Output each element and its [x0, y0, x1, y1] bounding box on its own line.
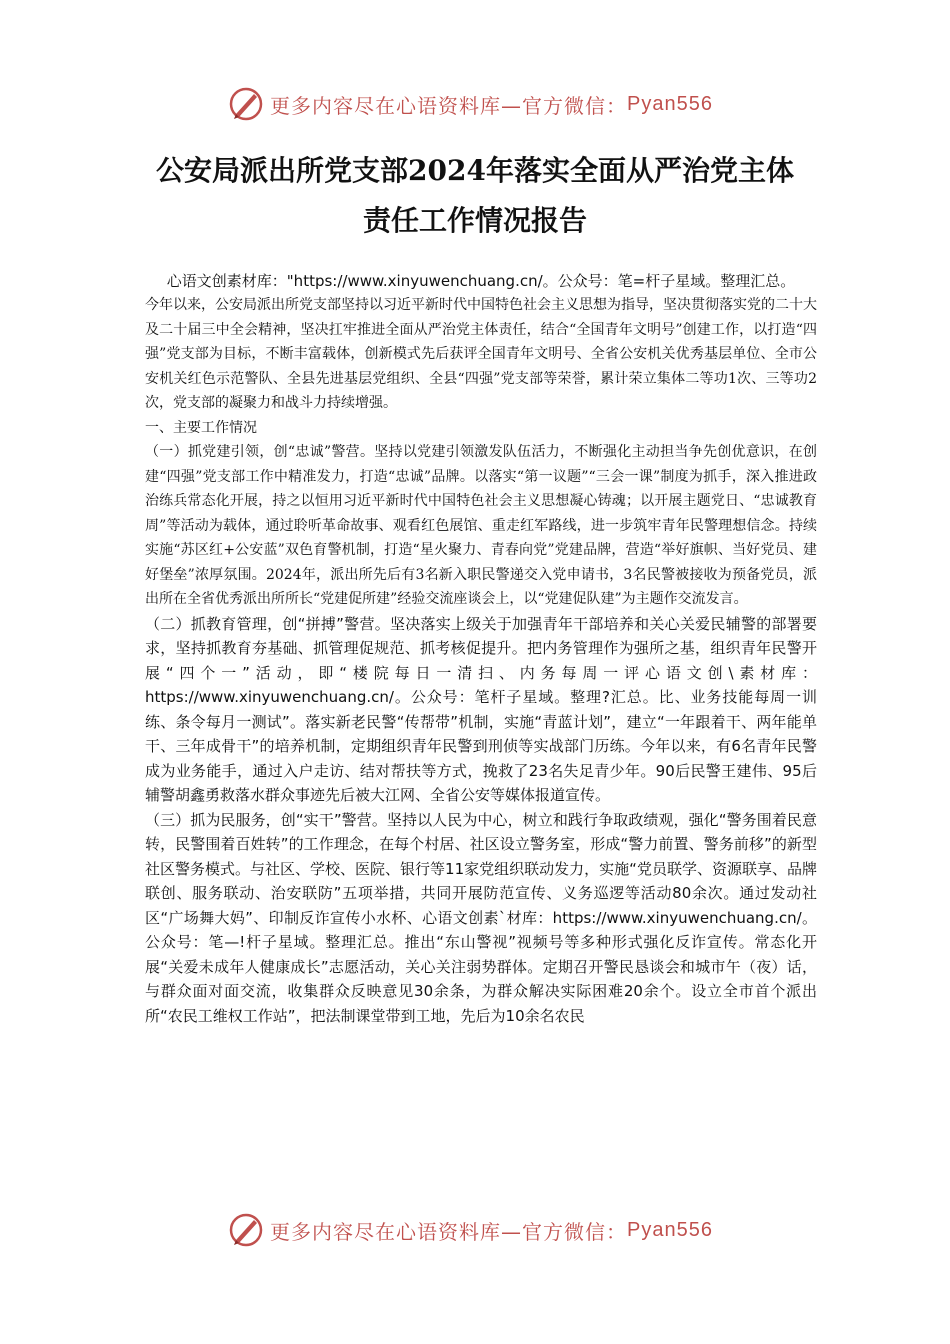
- banner-text: 更多内容尽在心语资料库—官方微信：: [270, 93, 627, 118]
- document-body: [145, 270, 817, 1028]
- item-3-paragraph: （三）抓为民服务，创“实干”警营。坚持以人民为中心，树立和践行争取政绩观，强化“警务围着民意转，民警围着百姓转”的工作理念，在每个村居、社区设立警务室，形成“警力前置、警务前移”的新型社区警务模式。与社区、学校、医院、银行等11家党组织联动发力，实施“党员联学、资源联享、品牌联创、服务联动、治安联防”五项举措，共同开展防范宣传、义务巡逻等活动80余次。通过发动社区“广场舞大妈”、印制反诈宣传小水杯、心语文创素`材库：https://www.xinyuwenchuang.cn/。公众号：笔—!杆子星域。整理汇总。推出“东山警视”视频号等多种形式强化反诈宣传。常态化开展“关爱未成年人健康成长”志愿活动，关心关注弱势群体。定期召开警民恳谈会和城市午（夜）话，与群众面对面交流，收集群众反映意见30余条，为群众解决实际困难20余个。设立全市首个派出所“农民工维权工作站”，把法制课堂带到工地，先后为10余名农民: [145, 810, 817, 1025]
- item-1-paragraph: （一）抓党建引领，创“忠诚”警营。坚持以党建引领激发队伍活力，不断强化主动担当争先创优意识，在创建“四强”党支部工作中精准发力，打造“忠诚”品牌。以落实“第一议题”“三会一课”制度为抓手，深入推进政治练兵常态化开展，持之以恒用习近平新时代中国特色社会主义思想凝心铸魂；以开展主题党日、“忠诚教育周”等活动为载体，通过聆听革命故事、观看红色展馆、重走红军路线，进一步筑牢青年民警理想信念。持续实施“苏区红+公安蓝”双色育警机制，打造“星火聚力、青春向党”党建品牌，营造“举好旗帜、当好党员、建好堡垒”浓厚氛围。2024年，派出所先后有3名新入职民警递交入党申请书，3名民警被接收为预备党员，派出所在全省优秀派出所所长“党建促所建”经验交流座谈会上，以“党建促队建”为主题作交流发言。: [145, 444, 817, 607]
- item-2-paragraph: （二）抓教育管理，创“拼搏”警营。坚决落实上级关于加强青年干部培养和关心关爱民辅警的部署要求，坚持抓教育夯基础、抓管理促规范、抓考核促提升。把内务管理作为强所之基，组织青年民警开展“四个一”活动，即“楼院每日一清扫、内务每周一评心语文创\素材库：https://www.xinyuwenchuang.cn/。公众号：笔杆子星域。整理?汇总。比、业务技能每周一训练、条令每月一测试”。落实新老民警“传帮带”机制，实施“青蓝计划”，建立“一年跟着干、两年能单干、三年成骨干”的培养机制，定期组织青年民警到刑侦等实战部门历练。今年以来，有6名青年民警成为业务能手，通过入户走访、结对帮扶等方式，挽救了23名失足青少年。90后民警王建伟、95后辅警胡鑫勇救落水群众事迹先后被大江网、全省公安等媒体报道宣传。: [145, 614, 817, 804]
- title-line-1: 公安局派出所党支部2024年落实全面从严治党主体: [156, 154, 794, 187]
- pen-logo-icon: [228, 86, 264, 122]
- intro-paragraph: 今年以来，公安局派出所党支部坚持以习近平新时代中国特色社会主义思想为指导，坚决贯彻落实党的二十大及二十届三中全会精神，坚决扛牢推进全面从严治党主体责任，结合“全国青年文明号”创建工作，以打造“四强”党支部为目标，不断丰富载体，创新模式先后获评全国青年文明号、全省公安机关优秀基层单位、全市公安机关红色示范警队、全县先进基层党组织、全县“四强”党支部等荣誉，累计荣立集体二等功1次、三等功2次，党支部的凝聚力和战斗力持续增强。: [145, 297, 817, 411]
- source-note: 心语文创素材库："https://www.xinyuwenchuang.cn/。公众号：笔=杆子星域。整理汇总。: [166, 272, 796, 290]
- banner-wechat-id: Pyan556: [627, 92, 713, 115]
- page-title: [120, 146, 830, 246]
- pen-logo-icon: [228, 1212, 264, 1248]
- section-heading: 一、主要工作情况: [145, 419, 257, 436]
- banner-text: 更多内容尽在心语资料库—官方微信：: [270, 1219, 627, 1244]
- banner-wechat-id: Pyan556: [627, 1218, 713, 1241]
- title-line-2: 责任工作情况报告: [362, 204, 587, 237]
- header-banner: [228, 84, 713, 124]
- footer-banner: [228, 1210, 713, 1250]
